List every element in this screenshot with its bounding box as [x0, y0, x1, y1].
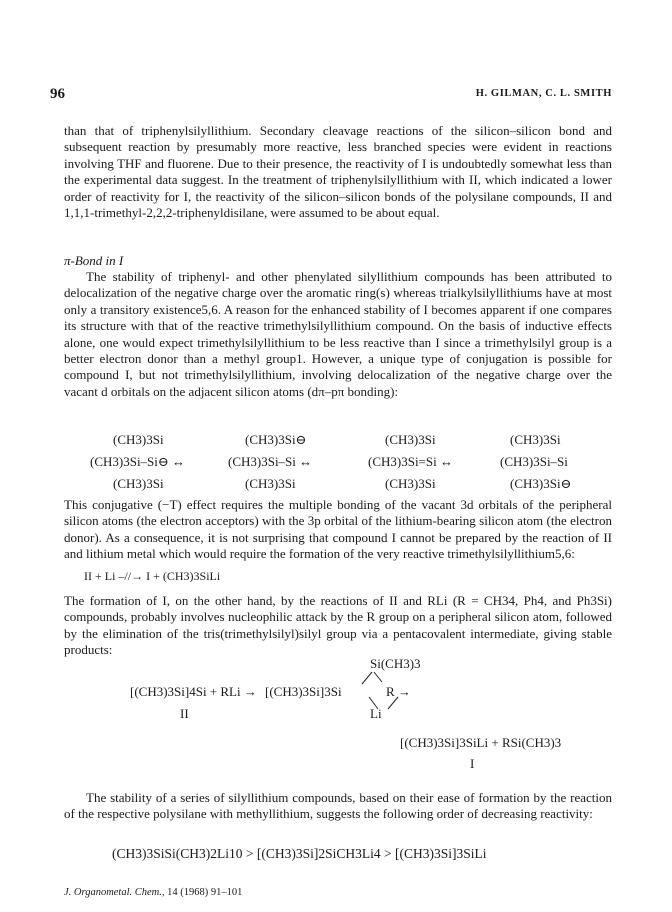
paragraph-1: than that of triphenylsilyllithium. Secondary cleavage reactions of the silicon–silicon bond and subsequent reaction by presumably more reactive, less branched species were evident in reactions involving THF and fluorene. Due to their presence, the reactivity of I is undoubtedly somewhat less than the experimental data suggest. In the treatment of triphenylsilyllithium with II, which indicated a lower order of reactivity for I, the reactivity of the silicon–silicon bonds of the polysilane compounds, II and 1,1,1-trimethyl-2,2,2-triphenyldisilane, were assumed to be about equal.	[64, 123, 612, 221]
page-footer	[64, 887, 242, 898]
scheme-li: Li	[370, 706, 382, 721]
page-number: 96	[50, 86, 65, 102]
section-heading: π-Bond in I	[64, 253, 124, 268]
scheme-top: Si(CH3)3	[370, 656, 421, 671]
reactivity-order: (CH3)3SiSi(CH3)2Li10 > [(CH3)3Si]2SiCH3Li4 > [(CH3)3Si]3SiLi	[112, 846, 487, 861]
paragraph-4: The formation of I, on the other hand, by the reactions of II and RLi (R = CH34, Ph4, and Ph3Si) compounds, probably involves nucleophilic attack by the R group on a peripheral silicon atom, followed by the elimination of the tris(trimethylsilyl)silyl group via a pentacovalent intermediate, giving stable products:	[64, 593, 612, 658]
scheme-right: R →	[386, 684, 411, 699]
res-r1-c1: (CH3)3Si	[113, 432, 164, 447]
res-r3-c1: (CH3)3Si	[113, 476, 164, 491]
journal-citation: 14 (1968) 91–101	[167, 887, 243, 898]
paragraph-5: The stability of a series of silyllithium compounds, based on their ease of formation by the reaction of the respective polysilane with methyllithium, suggests the following order of decreasing reactivity:	[64, 790, 612, 822]
scheme-label-I: I	[470, 756, 475, 771]
running-authors: H. GILMAN, C. L. SMITH	[475, 88, 612, 99]
res-r2-c2: (CH3)3Si–Si ↔	[228, 454, 313, 469]
journal-name: J. Organometal. Chem.,	[64, 887, 165, 898]
res-r2-c1: (CH3)3Si–Si⊖ ↔	[90, 454, 186, 469]
res-r3-c4: (CH3)3Si⊖	[510, 476, 572, 491]
res-r1-c2: (CH3)3Si⊖	[245, 432, 307, 447]
scheme-middle: [(CH3)3Si]3Si	[265, 684, 342, 699]
res-r3-c2: (CH3)3Si	[245, 476, 296, 491]
equation-lithium: II + Li –//→ I + (CH3)3SiLi	[84, 569, 221, 583]
scheme-products: [(CH3)3Si]3SiLi + RSi(CH3)3	[400, 735, 562, 750]
scheme-left: [(CH3)3Si]4Si + RLi →	[130, 684, 257, 699]
res-r1-c3: (CH3)3Si	[385, 432, 436, 447]
paragraph-2: The stability of triphenyl- and other phenylated silyllithium compounds has been attributed to delocalization of the negative charge over the aromatic ring(s) whereas trialkylsilyllithiums have at most only a transitory existence5,6. A reason for the enhanced stability of I becomes apparent if one compares its structure with that of the reactive trimethylsilyllithium compound. On the basis of inductive effects alone, one would expect trimethylsilyllithium to be less reactive than I since a trimethylsilyl group is a better electron donor than a methyl group1. However, a unique type of conjugation is possible for compound I, but not trimethylsilyllithium, involving delocalization of the negative charge over the vacant d orbitals on the adjacent silicon atoms (dπ–pπ bonding):	[64, 269, 612, 399]
scheme-label-II: II	[180, 706, 189, 721]
res-r2-c3: (CH3)3Si=Si ↔	[368, 454, 453, 469]
res-r2-c4: (CH3)3Si–Si	[500, 454, 568, 469]
paragraph-3: This conjugative (−T) effect requires the multiple bonding of the vacant 3d orbitals of the peripheral silicon atoms (the electron acceptors) with the 3p orbital of the lithium-bearing silicon atom (the electron donor). As a consequence, it is not surprising that compound I cannot be prepared by the reaction of II and lithium metal which would require the formation of the very reactive trimethylsilyllithium5,6:	[64, 497, 612, 562]
res-r3-c3: (CH3)3Si	[385, 476, 436, 491]
res-r1-c4: (CH3)3Si	[510, 432, 561, 447]
